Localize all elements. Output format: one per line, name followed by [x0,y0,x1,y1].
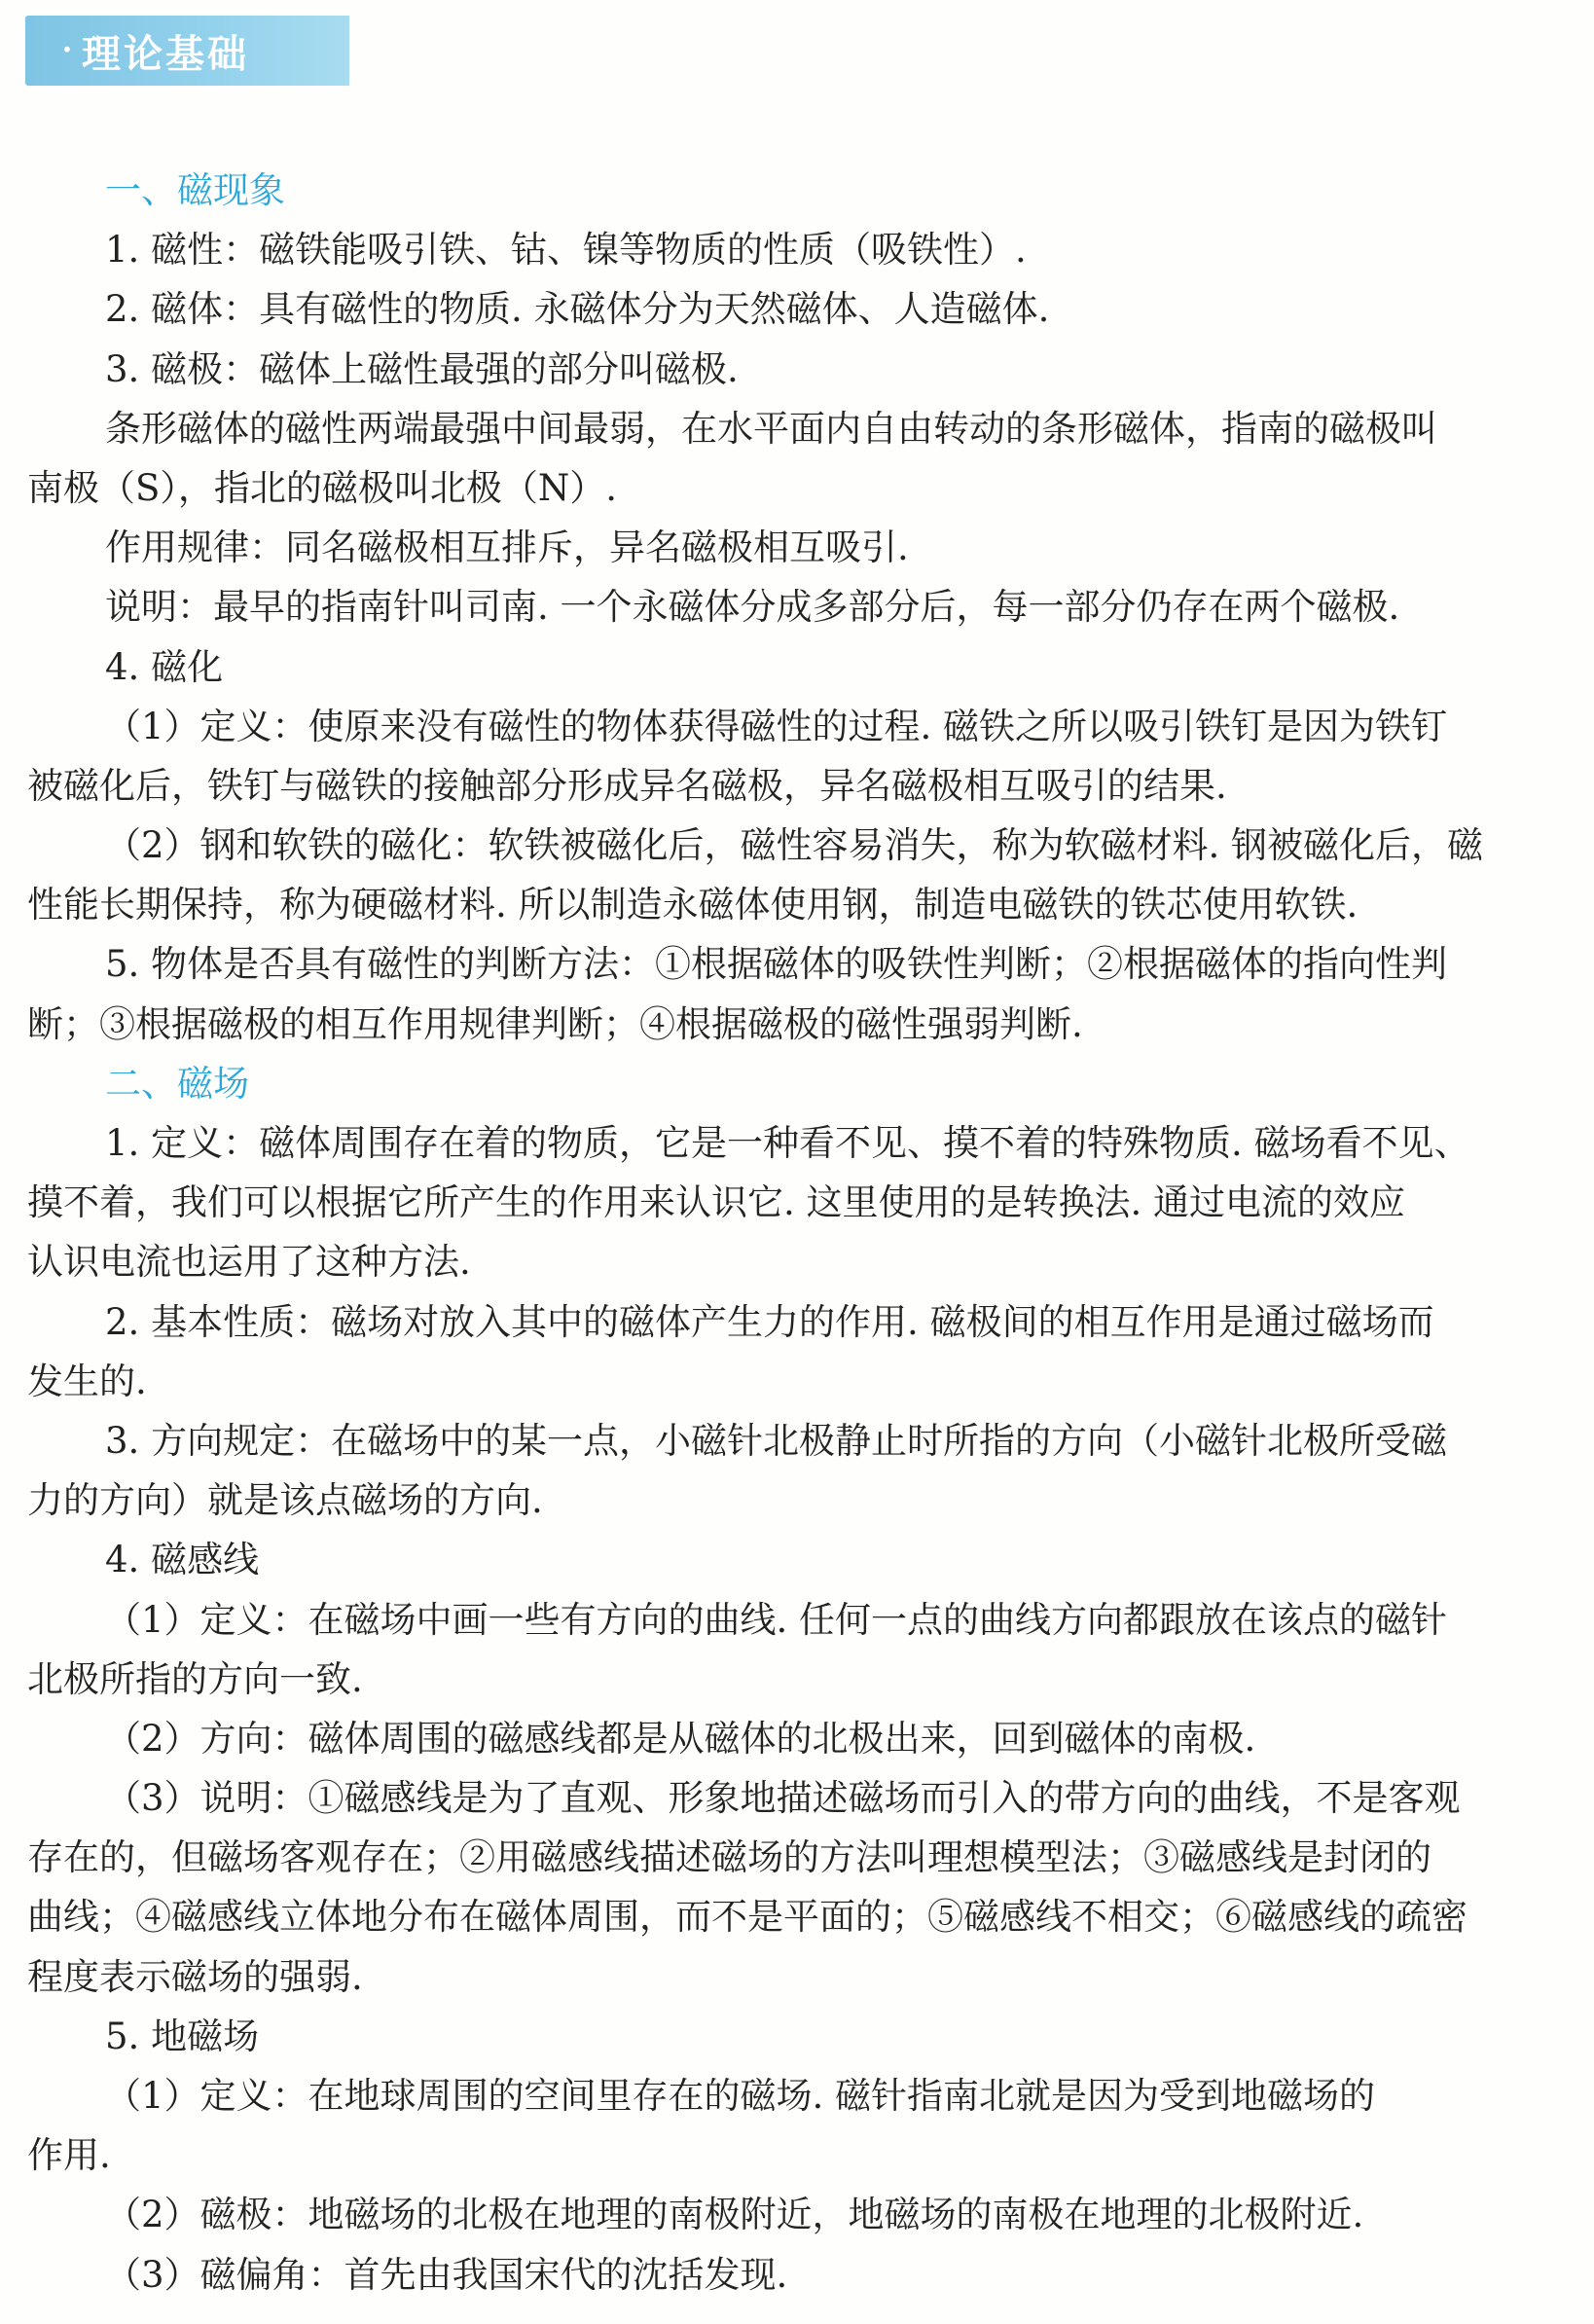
text-line: 5. 地磁场 [105,2015,260,2057]
text-line: 条形磁体的磁性两端最强中间最弱，在水平面内自由转动的条形磁体，指南的磁极叫 [105,407,1437,450]
text-line: 南极（S），指北的磁极叫北极（N）. [27,466,617,509]
text-line: 1. 磁性：磁铁能吸引铁、钴、镍等物质的性质（吸铁性）. [105,229,1027,272]
text-line: 2. 基本性质：磁场对放入其中的磁体产生力的作用. 磁极间的相互作用是通过磁场而 [105,1300,1434,1343]
text-line: 2. 磁体：具有磁性的物质. 永磁体分为天然磁体、人造磁体. [105,288,1050,331]
text-line: 北极所指的方向一致. [27,1657,363,1700]
text-line: 1. 定义：磁体周围存在着的物质，它是一种看不见、摸不着的特殊物质. 磁场看不见、 [105,1122,1470,1164]
text-line: 5. 物体是否具有磁性的判断方法：①根据磁体的吸铁性判断；②根据磁体的指向性判 [105,943,1448,986]
section-heading: 一、磁现象 [105,169,285,211]
section-banner [25,16,349,86]
text-line: 程度表示磁场的强弱. [27,1955,363,1998]
section-heading: 二、磁场 [105,1062,249,1105]
text-line: 摸不着，我们可以根据它所产生的作用来认识它. 这里使用的是转换法. 通过电流的效应 [27,1181,1406,1224]
text-line: （2）方向：磁体周围的磁感线都是从磁体的北极出来，回到磁体的南极. [105,1717,1256,1760]
text-line: 力的方向）就是该点磁场的方向. [27,1479,543,1522]
text-line: 性能长期保持，称为硬磁材料. 所以制造永磁体使用钢，制造电磁铁的铁芯使用软铁. [27,884,1359,926]
text-line: 认识电流也运用了这种方法. [27,1241,471,1284]
text-line: 曲线；④磁感线立体地分布在磁体周围，而不是平面的；⑤磁感线不相交；⑥磁感线的疏密 [27,1896,1467,1939]
text-line: （2）钢和软铁的磁化：软铁被磁化后，磁性容易消失，称为软磁材料. 钢被磁化后，磁 [105,824,1484,867]
text-line: （3）磁偏角：首先由我国宋代的沈括发现. [105,2253,788,2296]
text-line: 说明：最早的指南针叫司南. 一个永磁体分成多部分后，每一部分仍存在两个磁极. [105,586,1400,629]
text-line: 4. 磁化 [105,645,224,688]
text-line: 3. 方向规定：在磁场中的某一点，小磁针北极静止时所指的方向（小磁针北极所受磁 [105,1419,1448,1462]
text-line: 3. 磁极：磁体上磁性最强的部分叫磁极. [105,347,739,390]
text-line: 作用规律：同名磁极相互排斥，异名磁极相互吸引. [105,527,909,569]
section-title: 理论基础 [82,31,249,77]
text-line: 被磁化后，铁钉与磁铁的接触部分形成异名磁极，异名磁极相互吸引的结果. [27,764,1227,807]
text-line: （1）定义：在地球周围的空间里存在的磁场. 磁针指南北就是因为受到地磁场的 [105,2075,1376,2117]
text-line: （1）定义：在磁场中画一些有方向的曲线. 任何一点的曲线方向都跟放在该点的磁针 [105,1598,1448,1641]
text-line: 4. 磁感线 [105,1539,260,1581]
text-line: 断；③根据磁极的相互作用规律判断；④根据磁极的磁性强弱判断. [27,1002,1083,1045]
text-line: （2）磁极：地磁场的北极在地理的南极附近，地磁场的南极在地理的北极附近. [105,2194,1364,2236]
text-line: 存在的，但磁场客观存在；②用磁感线描述磁场的方法叫理想模型法；③磁感线是封闭的 [27,1836,1431,1879]
text-body [27,161,1575,2305]
text-line: （1）定义：使原来没有磁性的物体获得磁性的过程. 磁铁之所以吸引铁钉是因为铁钉 [105,705,1448,747]
banner-bullet: · [60,25,74,75]
text-line: （3）说明：①磁感线是为了直观、形象地描述磁场而引入的带方向的曲线，不是客观 [105,1777,1461,1820]
text-line: 发生的. [27,1360,147,1402]
text-line: 作用. [27,2134,111,2177]
